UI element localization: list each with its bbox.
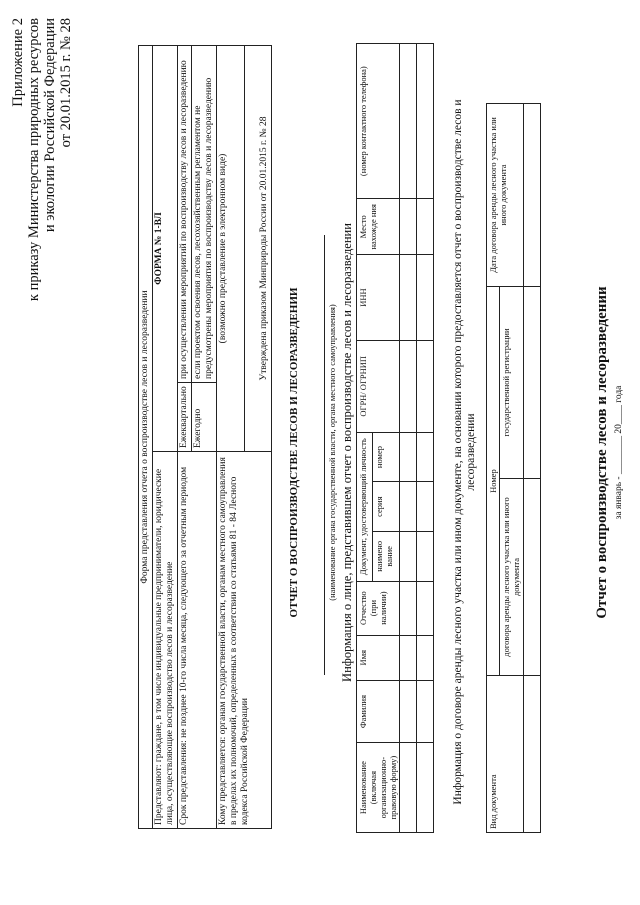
form-electronic: (возможно представление в электронном виде) <box>217 46 245 452</box>
col-doc-type: Вид документа <box>487 676 524 833</box>
col-id-doc-number: номер <box>372 432 399 482</box>
col-location: Место нахожде ния <box>357 199 400 255</box>
table-row <box>400 44 417 833</box>
col-id-doc-name: наимено вание <box>372 532 399 582</box>
form-presenters: Представляют: граждане, в том числе индивидуальные предприниматели, юридические лица, осуществляющие воспроизводство лесов и лесоразведение <box>153 452 178 829</box>
person-section-title: Информация о лице, представившем отчет о воспроизводстве лесов и лесоразведении <box>340 223 354 682</box>
form-recipients: Кому представляется: органам государственной власти, органам местного самоуправления в пределах их полномочий, определенных в соответствии со статьями 81 - 84 Лесного кодекса Российской Федерации <box>217 452 272 829</box>
form-quarterly: Ежеквартально <box>178 383 192 452</box>
table-row <box>524 104 541 833</box>
form-box-header: Форма представления отчета о воспроизводстве лесов и лесоразведении <box>139 46 153 829</box>
col-phone: (номер контактного телефона) <box>357 44 400 199</box>
form-approved: Утверждена приказом Минприроды России от 20.01.2015 г. № 28 <box>244 46 272 452</box>
authority-caption: (наименование органа государственной власти, органа местного самоуправления) <box>327 304 337 601</box>
lease-section-title: Информация о договоре аренды лесного участка или ином документе, на основании которого предоставляется отчет о воспроизводстве лесов и лесоразведении <box>452 99 477 805</box>
col-state-reg: государственной регистрации <box>500 287 524 479</box>
col-id-doc: Документ, удостоверяющий личность <box>357 432 373 581</box>
form-number: ФОРМА № 1-ВЛ <box>153 46 178 452</box>
person-table-wrap <box>356 43 434 833</box>
col-lease-contract: договора аренды лесного участка или иного документа <box>500 479 524 676</box>
appendix-ministry: и экологии Российской Федерации <box>42 18 58 233</box>
table-row <box>417 44 434 833</box>
col-patronymic: Отчество (при наличии) <box>357 581 400 635</box>
col-number: Номер <box>487 287 500 676</box>
authority-line <box>324 235 325 675</box>
bottom-title: Отчет о воспроизводстве лесов и лесоразведении <box>594 286 610 619</box>
col-id-doc-series: серия <box>372 482 399 532</box>
col-lease-date: Дата договора аренды лесного участка или иного документа <box>487 104 524 287</box>
col-ogrn: ОГРН/ ОГРНИП <box>357 340 400 432</box>
appendix-block <box>10 18 74 301</box>
col-org-name: Наименование (включая организационно-правовую форму) <box>357 743 400 833</box>
appendix-number: Приложение 2 <box>10 18 26 107</box>
col-first-name: Имя <box>357 635 400 680</box>
report-title: ОТЧЕТ О ВОСПРОИЗВОДСТВЕ ЛЕСОВ И ЛЕСОРАЗВЕДЕНИИ <box>288 287 300 618</box>
col-surname: Фамилия <box>357 680 400 742</box>
appendix-date: от 20.01.2015 г. № 28 <box>58 18 74 148</box>
form-deadline: Срок представления: не позднее 10-го числа месяца, следующего за отчетным периодом <box>178 452 217 829</box>
lease-table-wrap <box>486 103 541 833</box>
appendix-order: к приказу Министерства природных ресурсов <box>26 18 42 302</box>
form-annually-text: если проектом освоения лесов, лесохозяйственным регламентом не предусмотрены мероприятия по воспроизводству лесов и лесоразведению <box>192 46 217 383</box>
col-inn: ИНН <box>357 255 400 341</box>
bottom-period: за январь - ________ 20____ года <box>614 385 624 520</box>
form-quarterly-text: при осуществлении мероприятий по воспроизводству лесов и лесоразведению <box>178 46 192 383</box>
form-box <box>138 45 272 829</box>
form-annually: Ежегодно <box>192 383 217 452</box>
